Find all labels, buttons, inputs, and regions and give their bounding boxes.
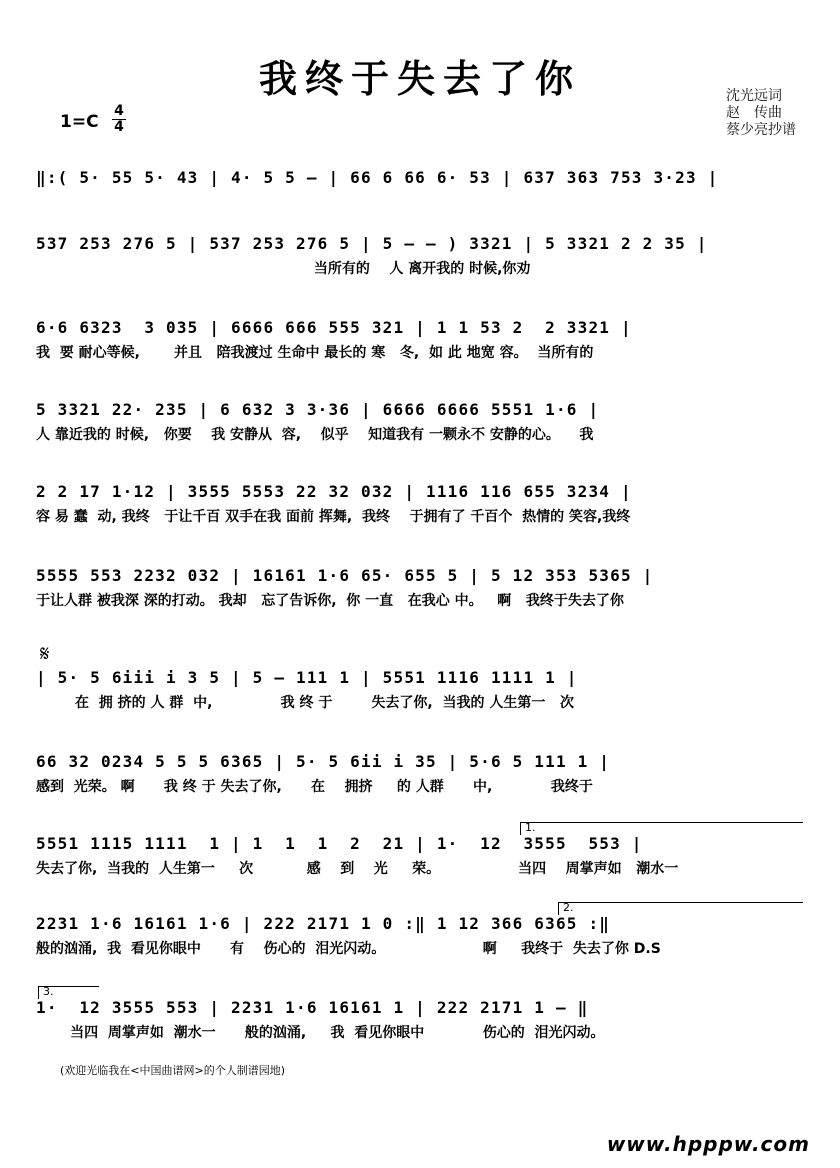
notation-line: 5551 1115 1111 1 | 1 1 1 2 21 | 1· 12 3555 553 |	[36, 834, 643, 853]
score-row	[36, 664, 806, 714]
volta-2: 2.	[558, 902, 803, 915]
score-row	[36, 396, 806, 446]
watermark: www.hpppw.com	[606, 1132, 810, 1156]
credits	[726, 88, 796, 139]
volta-1: 1.	[520, 822, 803, 835]
lyrics-line: 人 靠近我的 时候, 你要 我 安静从 容, 似乎 知道我有 一颗永不 安静的心。 我	[36, 427, 594, 443]
score-row	[36, 562, 806, 612]
score-row	[36, 994, 806, 1044]
notation-line: 2231 1·6 16161 1·6 | 222 2171 1 0 :‖ 1 12 366 6365 :‖	[36, 914, 611, 933]
lyrics-line: 我 要 耐心等候, 并且 陪我渡过 生命中 最长的 寒 冬, 如 此 地宽 容。 当所有的	[36, 345, 594, 361]
notation-line: ‖:( 5· 55 5· 43 | 4· 5 5 — | 66 6 66 6· 53 | 637 363 753 3·23 |	[36, 168, 719, 187]
volta-3: 3.	[38, 986, 99, 999]
score-row	[36, 748, 806, 798]
key-signature: 1=C	[60, 112, 99, 132]
meter-bottom: 4	[112, 119, 126, 135]
notation-line: 66 32 0234 5 5 5 6365 | 5· 5 6ii i 35 | 5·6 5 111 1 |	[36, 752, 611, 771]
lyricist: 沈光远词	[726, 88, 782, 104]
score-row	[36, 830, 806, 880]
lyrics-line: 当所有的 人 离开我的 时候,你劝	[36, 261, 531, 277]
lyrics-line: 般的汹涌, 我 看见你眼中 有 伤心的 泪光闪动。 啊 我终于 失去了你 D.S	[36, 941, 661, 957]
lyrics-line: 失去了你, 当我的 人生第一 次 感 到 光 荣。 当四 周掌声如 潮水一	[36, 861, 679, 877]
meter-top: 4	[114, 103, 124, 119]
lyrics-line: 当四 周掌声如 潮水一 般的汹涌, 我 看见你眼中 伤心的 泪光闪动。	[36, 1025, 605, 1041]
score-row	[36, 478, 806, 528]
score-row	[36, 910, 806, 960]
lyrics-line: 容 易 蠢 动, 我终 于让千百 双手在我 面前 挥舞, 我终 于拥有了 千百个 热情的 笑容,我终	[36, 509, 631, 525]
lyrics-line: 感到 光荣。 啊 我 终 于 失去了你, 在 拥挤 的 人群 中, 我终于	[36, 779, 593, 795]
notation-line: 5555 553 2232 032 | 16161 1·6 65· 655 5 | 5 12 353 5365 |	[36, 566, 654, 585]
composer: 赵 传曲	[726, 105, 782, 121]
lyrics-line: 于让人群 被我深 深的打动。 我却 忘了告诉你, 你 一直 在我心 中。 啊 我终于失去了你	[36, 593, 624, 609]
notation-line: 1· 12 3555 553 | 2231 1·6 16161 1 | 222 2171 1 — ‖	[36, 998, 589, 1017]
song-title: 我终于失去了你	[258, 57, 581, 101]
lyrics-line: 在 拥 挤的 人 群 中, 我 终 于 失去了你, 当我的 人生第一 次	[36, 695, 574, 711]
score-row	[36, 230, 806, 280]
notation-line: 5 3321 22· 235 | 6 632 3 3·36 | 6666 6666 5551 1·6 |	[36, 400, 600, 419]
transcriber: 蔡少亮抄谱	[726, 122, 796, 138]
score-row	[36, 164, 806, 214]
footnote: (欢迎光临我在<中国曲谱网>的个人制谱园地)	[60, 1064, 286, 1077]
segno-sign: 𝄋	[40, 642, 50, 667]
score-row	[36, 314, 806, 364]
notation-line: 537 253 276 5 | 537 253 276 5 | 5 — — ) 3321 | 5 3321 2 2 35 |	[36, 234, 708, 253]
notation-line: 2 2 17 1·12 | 3555 5553 22 32 032 | 1116 116 655 3234 |	[36, 482, 632, 501]
lyrics-line	[36, 192, 806, 214]
notation-line: | 5· 5 6iii i 3 5 | 5 — 111 1 | 5551 1116 1111 1 |	[36, 668, 578, 687]
time-signature	[112, 104, 126, 135]
notation-line: 6·6 6323 3 035 | 6666 666 555 321 | 1 1 53 2 2 3321 |	[36, 318, 632, 337]
